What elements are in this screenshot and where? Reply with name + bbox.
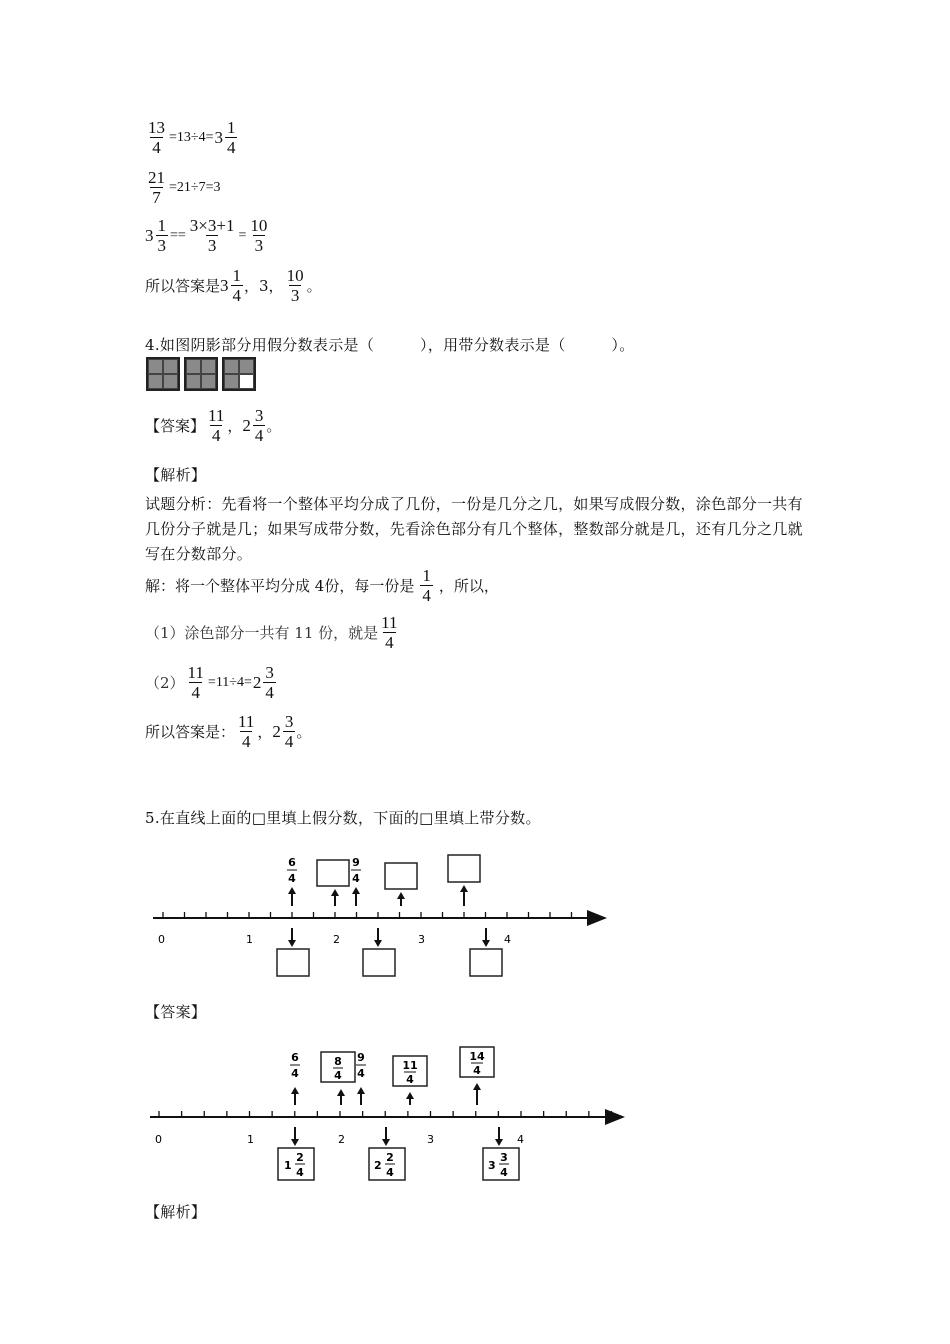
- shaded-cell: [201, 374, 216, 389]
- square-2: [184, 357, 218, 391]
- square-3: [222, 357, 256, 391]
- q4-solve: 解：将一个整体平均分成 4份，每一份是 $\frac{1}{4}$ ，所以，: [145, 566, 499, 605]
- svg-text:8: 8: [334, 1055, 342, 1068]
- svg-text:9: 9: [357, 1051, 365, 1064]
- tick-label-1: 1: [247, 1133, 254, 1146]
- fraction: $\frac{3}{4}$: [254, 406, 264, 445]
- svg-text:14: 14: [469, 1050, 485, 1063]
- svg-text:3: 3: [488, 1159, 496, 1172]
- tick-label-2: 2: [338, 1133, 345, 1146]
- tick-labels: [158, 933, 511, 946]
- number-line-answer: [145, 1042, 630, 1184]
- q4-conclusion: 所以答案是： $\frac{11}{4}$ ， 2 $\frac{3}{4}$ 。: [145, 712, 312, 751]
- answer-box-improper-8-4: [321, 1052, 355, 1105]
- shaded-cell: [148, 359, 163, 374]
- svg-text:2: 2: [374, 1159, 382, 1172]
- tick-marks: [159, 1111, 612, 1117]
- calc-line-2: $\frac{21}{7}$ =21÷7=3: [148, 168, 221, 207]
- shaded-cell: [224, 359, 239, 374]
- svg-text:2: 2: [386, 1151, 394, 1164]
- answer-box-mixed-1-2-4: [278, 1127, 314, 1180]
- fraction: $\frac{1}{3}$: [157, 216, 166, 255]
- shaded-cell: [224, 374, 239, 389]
- empty-cell: [239, 374, 254, 389]
- shaded-cell: [163, 359, 178, 374]
- svg-text:1: 1: [284, 1159, 292, 1172]
- shaded-cell: [239, 359, 254, 374]
- q4-analysis-label: 【解析】: [145, 466, 207, 484]
- given-fraction-6-4: [287, 856, 297, 906]
- fraction: $\frac{13}{4}$: [148, 118, 165, 157]
- svg-text:4: 4: [406, 1073, 414, 1086]
- tick-label-4: 4: [517, 1133, 524, 1146]
- tick-labels: [155, 1133, 524, 1146]
- blank-box-improper-1[interactable]: [317, 860, 349, 886]
- fraction: $\frac{11}{4}$: [187, 663, 204, 702]
- blank-box-improper-2[interactable]: [385, 863, 417, 889]
- shaded-cell: [148, 374, 163, 389]
- fraction: $\frac{11}{4}$: [208, 406, 225, 445]
- shaded-cell: [186, 359, 201, 374]
- tick-label-2: 2: [333, 933, 340, 946]
- fraction: $\frac{3}{4}$: [265, 663, 274, 702]
- fraction: $\frac{1}{4}$: [422, 566, 431, 605]
- blank-box-improper-3[interactable]: [448, 855, 480, 882]
- blank-box-mixed-3[interactable]: [470, 949, 502, 976]
- svg-text:6: 6: [288, 856, 296, 869]
- svg-text:4: 4: [296, 1166, 304, 1179]
- q4-step-1: （1）涂色部分一共有 11 份，就是 $\frac{11}{4}$: [145, 613, 398, 652]
- q5-answer-label: 【答案】: [145, 1003, 207, 1021]
- svg-text:4: 4: [334, 1069, 342, 1082]
- svg-text:4: 4: [500, 1166, 508, 1179]
- given-fraction-6-4: [290, 1051, 300, 1105]
- q5-analysis-label: 【解析】: [145, 1203, 207, 1221]
- fraction: $\frac{3\times 3+1}{3}$: [189, 216, 235, 255]
- calc-line-3: 3 $\frac{1}{3}$ == $\frac{3\times 3+1}{3}$ = $\frac{10}{3}$: [145, 216, 268, 255]
- calc-line-1: $\frac{13}{4}$ =13÷4= 3 $\frac{1}{4}$: [148, 118, 236, 157]
- blank-box-mixed-2[interactable]: [363, 949, 395, 976]
- tick-label-3: 3: [427, 1133, 434, 1146]
- svg-text:4: 4: [291, 1067, 299, 1080]
- q4-step-2: （2） $\frac{11}{4}$ =11÷4= 2 $\frac{3}{4}$: [145, 663, 274, 702]
- svg-text:11: 11: [402, 1059, 418, 1072]
- tick-label-3: 3: [418, 933, 425, 946]
- answer-box-mixed-2-2-4: [369, 1127, 405, 1180]
- shaded-cell: [163, 374, 178, 389]
- svg-text:4: 4: [352, 872, 360, 885]
- fraction: $\frac{10}{3}$: [286, 266, 304, 305]
- given-fraction-9-4: [356, 1051, 366, 1105]
- part3-answer: 所以答案是 3 $\frac{1}{4}$ ，3， $\frac{10}{3}$ 。: [145, 266, 322, 305]
- shaded-cell: [186, 374, 201, 389]
- svg-text:4: 4: [473, 1064, 481, 1077]
- answer-box-improper-11-4: [393, 1056, 427, 1105]
- square-1: [146, 357, 180, 391]
- tick-label-0: 0: [155, 1133, 162, 1146]
- answer-box-improper-14-4: [460, 1047, 494, 1105]
- tick-label-0: 0: [158, 933, 165, 946]
- q5-question: 5.在直线上面的□里填上假分数，下面的□里填上带分数。: [145, 809, 541, 827]
- number-line-question: [145, 848, 615, 980]
- svg-text:9: 9: [352, 856, 360, 869]
- given-fraction-9-4: [351, 856, 361, 906]
- blank-box-mixed-1[interactable]: [277, 949, 309, 976]
- fraction: $\frac{1}{4}$: [232, 266, 242, 305]
- svg-text:4: 4: [288, 872, 296, 885]
- shaded-cell: [201, 359, 216, 374]
- fraction: $\frac{21}{7}$: [148, 168, 165, 207]
- q4-analysis-text: 试题分析：先看将一个整体平均分成了几份，一份是几分之几，如果写成假分数，涂色部分一共有几份分子就是几；如果写成带分数，先看涂色部分有几个整体，整数部分就是几，还有几分之几就写在分数部分。: [145, 495, 803, 563]
- q4-question: 4.如图阴影部分用假分数表示是（ ），用带分数表示是（ ）。: [145, 336, 635, 354]
- svg-text:3: 3: [500, 1151, 508, 1164]
- fraction: $\frac{11}{4}$: [381, 613, 398, 652]
- tick-label-1: 1: [246, 933, 253, 946]
- fraction: $\frac{10}{3}$: [250, 216, 268, 255]
- svg-text:6: 6: [291, 1051, 299, 1064]
- fraction: $\frac{11}{4}$: [238, 712, 255, 751]
- fraction: $\frac{1}{4}$: [226, 118, 236, 157]
- q4-answer: 【答案】 $\frac{11}{4}$ ， 2 $\frac{3}{4}$ 。: [145, 406, 282, 445]
- svg-text:4: 4: [386, 1166, 394, 1179]
- svg-text:2: 2: [296, 1151, 304, 1164]
- fraction: $\frac{3}{4}$: [284, 712, 294, 751]
- answer-box-mixed-3-3-4: [483, 1127, 519, 1180]
- tick-label-4: 4: [504, 933, 511, 946]
- svg-text:4: 4: [357, 1067, 365, 1080]
